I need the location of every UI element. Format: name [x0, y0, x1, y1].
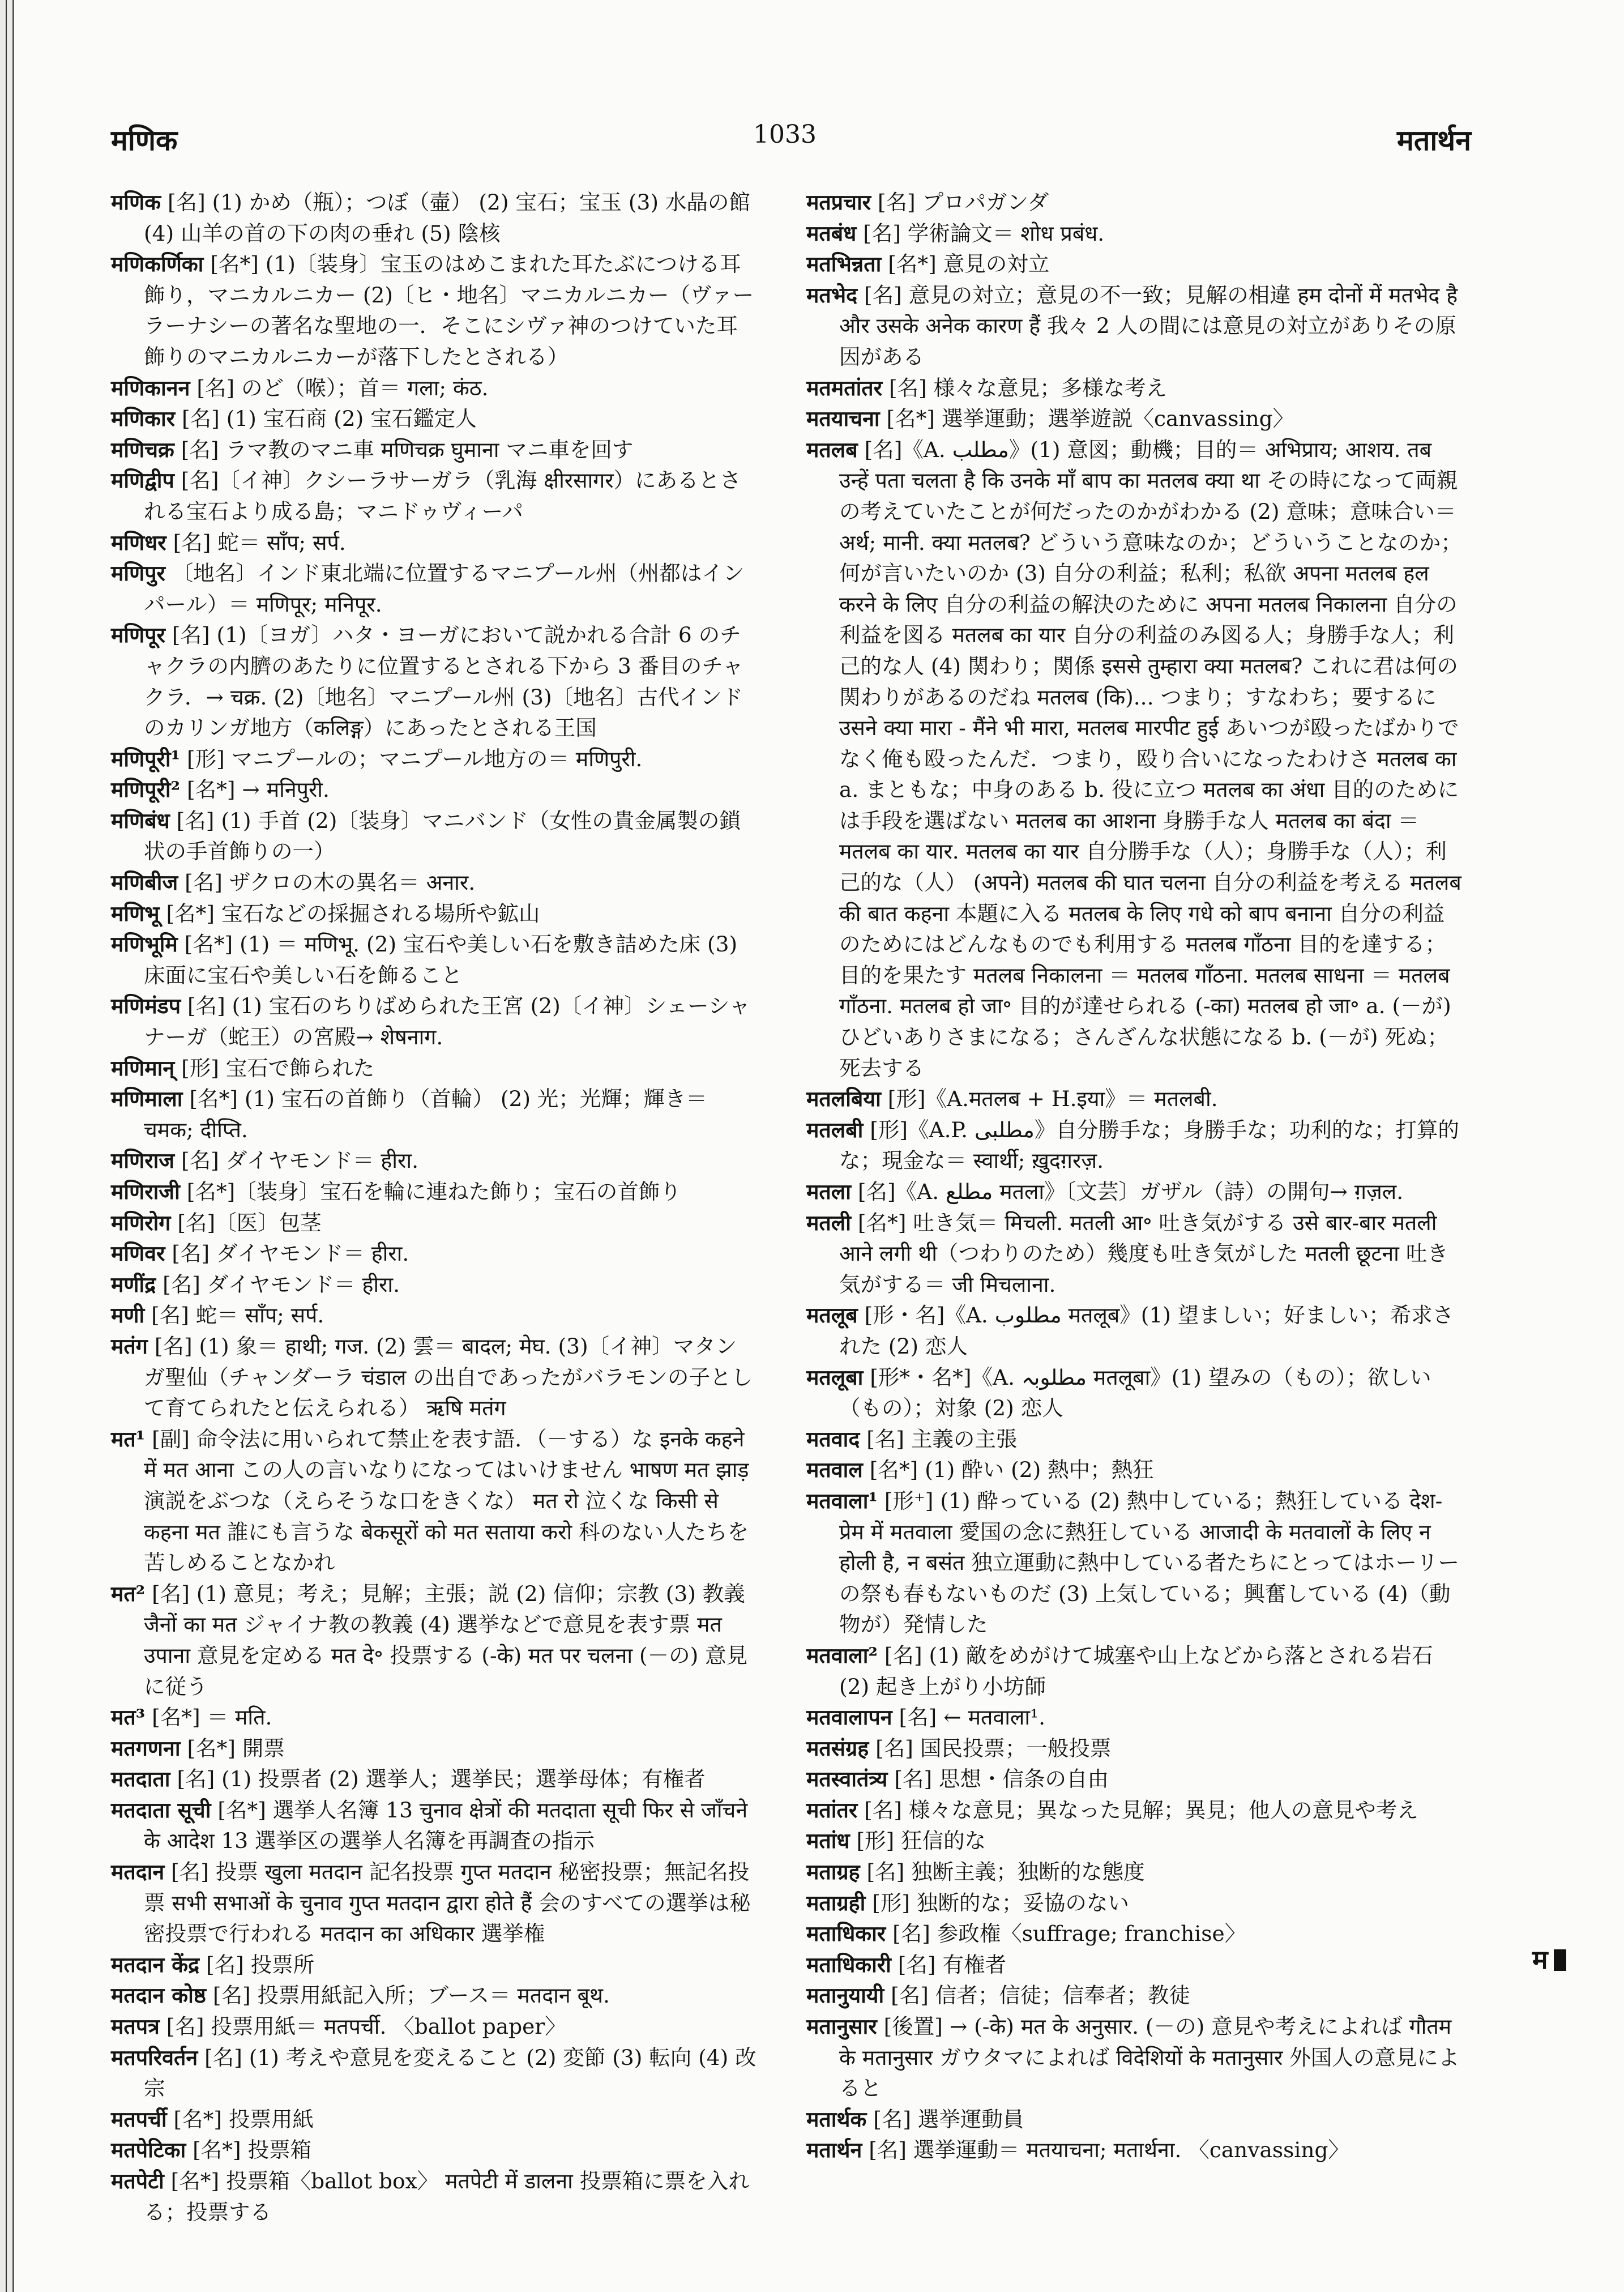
dictionary-entry — [806, 2135, 1463, 2166]
entry-headword: मणी — [111, 1303, 145, 1328]
entry-headword: मतला — [806, 1179, 851, 1204]
entry-definition: [形]《A.मतलब + H.इया》＝ मतलबी. — [887, 1086, 1218, 1112]
dictionary-entry — [806, 2104, 1463, 2135]
dictionary-entry — [111, 744, 757, 775]
dictionary-entry — [806, 1764, 1463, 1795]
entry-headword: मणिमाला — [111, 1086, 183, 1112]
dictionary-entry — [806, 1702, 1463, 1733]
dictionary-entry — [111, 1331, 757, 1424]
entry-definition: [名] 蛇＝ साँप; सर्प. — [151, 1303, 324, 1328]
dictionary-entry — [806, 1300, 1463, 1361]
entry-headword: मतवाला¹ — [806, 1488, 878, 1513]
entry-definition: [名] 選挙運動員 — [873, 2106, 1024, 2132]
entry-definition: [名*] 選挙人名簿 13 चुनाव क्षेत्रों की मतदाता सूची फिर से जाँचने के आदेश 13 選挙区の選挙人名簿を再調査の指示 — [144, 1797, 748, 1854]
dictionary-entry — [806, 1454, 1463, 1486]
dictionary-entry — [111, 1424, 757, 1578]
entry-definition: [形] 独断的な；妥協のない — [872, 1890, 1129, 1915]
entry-definition: [名] ザクロの木の異名＝ अनार. — [185, 870, 476, 895]
entry-headword: मणिपूर — [111, 622, 165, 648]
entry-definition: [名] (1) 象＝ हाथी; गज. (2) 雲＝ बादल; मेघ. (3)〔イ神〕マタンガ聖仙（チャンダーラ चंडाल の出自であったがバラモンの子として育てられたと伝えられる） ऋषि मतंग — [144, 1333, 753, 1421]
dictionary-entry — [806, 280, 1463, 373]
dictionary-entry — [111, 620, 757, 743]
entry-definition: [名] 選挙運動＝ मतयाचना; मतार्थना. 〈canvassing〉 — [869, 2137, 1350, 2163]
dictionary-entry — [111, 929, 757, 991]
dictionary-entry — [111, 434, 757, 466]
entry-definition: [後置] → (-के) मत के अनुसार. (－の) 意見や考えによれば गौतम के मतानुसार ガウタマによれば विदेशियों के मतानुसार 外国人の意見によると — [839, 2014, 1460, 2101]
entry-definition: [名] ダイヤモンド＝ हीरा. — [163, 1271, 400, 1297]
dictionary-entry — [806, 1918, 1463, 1949]
entry-definition: [名] 国民投票；一般投票 — [875, 1735, 1112, 1761]
entry-headword: मणिबंध — [111, 808, 170, 833]
entry-headword: मणिभू — [111, 900, 160, 926]
entry-headword: मतपत्र — [111, 2014, 160, 2039]
dictionary-entry — [806, 1207, 1463, 1300]
entry-headword: मतभेद — [806, 282, 858, 308]
thumb-index-letter: म — [1532, 1944, 1548, 1975]
thumb-index-marker — [1554, 1949, 1566, 1971]
dictionary-entry — [111, 1578, 757, 1702]
dictionary-entry — [111, 1083, 757, 1145]
entry-definition: [名] (1) 敵をめがけて城塞や山上などから落とされる岩石 (2) 起き上がり小坊師 — [839, 1642, 1433, 1699]
entry-headword: मणिकर्णिका — [111, 251, 204, 277]
entry-headword: मणिपूरी¹ — [111, 746, 181, 771]
dictionary-entry — [111, 1733, 757, 1764]
entry-definition: [名] (1) 意見；考え；見解；主張；説 (2) 信仰；宗教 (3) 教義 जैनों का मत ジャイナ教の教義 (4) 選挙などで意見を表す票 मत उपाना 意見を定める मत दे॰ 投票する (-के) मत पर चलना (－の) 意見に従う — [144, 1581, 748, 1699]
entry-definition: [名]〔医〕包茎 — [177, 1210, 322, 1235]
entry-headword: मणिपूरी² — [111, 777, 181, 803]
entry-definition: [形] マニプールの；マニプール地方の＝ मणिपुरी. — [186, 746, 643, 771]
dictionary-entry — [806, 1825, 1463, 1856]
dictionary-entry — [806, 1115, 1463, 1176]
entry-definition: [名] 投票所 — [206, 1952, 315, 1977]
entry-headword: मणिवर — [111, 1241, 165, 1266]
dictionary-entry — [111, 249, 757, 372]
entry-definition: [名] 蛇＝ साँप; सर्प. — [173, 530, 346, 555]
entry-headword: मतार्थन — [806, 2137, 862, 2163]
dictionary-entry — [111, 2135, 757, 2166]
dictionary-entry — [111, 1702, 757, 1733]
entry-headword: मणिपुर — [111, 561, 165, 586]
entry-definition: [名] 主義の主張 — [866, 1426, 1018, 1452]
entry-headword: मतानुसार — [806, 2014, 877, 2039]
entry-definition: [名] プロパガンダ — [877, 190, 1049, 215]
dictionary-entry — [806, 1640, 1463, 1702]
dictionary-entry — [806, 1176, 1463, 1207]
thumb-index-tab — [1532, 1941, 1566, 1977]
entry-headword: मतलूब — [806, 1303, 858, 1328]
dictionary-entry — [806, 1083, 1463, 1115]
dictionary-entry — [111, 1795, 757, 1856]
dictionary-entry — [806, 373, 1463, 404]
entry-headword: मणिराजी — [111, 1179, 180, 1204]
dictionary-entry — [111, 1949, 757, 1981]
entry-definition: [形⁺] (1) 酔っている (2) 熱中している；熱狂している देश-प्रेम में मतवाला 愛国の念に熱狂している आजादी के मतवालों के लिए न होली है, न बसंत 独立運動に熱中している者たちにとってはホーリーの祭も春もないものだ (3) 上気している；興奮している (4)（動物が）発情した — [839, 1488, 1459, 1637]
dictionary-entry — [111, 805, 757, 867]
dictionary-entry — [806, 249, 1463, 280]
left-column — [111, 187, 757, 2227]
entry-headword: मताग्रही — [806, 1890, 866, 1915]
entry-headword: मतवाला² — [806, 1642, 878, 1668]
dictionary-entry — [111, 187, 757, 249]
entry-definition: [名]〔イ神〕クシーラサーガラ（乳海 क्षीरसागर）にあるとされる宝石より成る島；マニドゥヴィーパ — [144, 468, 741, 524]
entry-headword: मत¹ — [111, 1426, 146, 1452]
entry-definition: [名*] 意見の対立 — [888, 251, 1050, 277]
entry-definition: [名] 様々な意見；多様な考え — [888, 375, 1168, 400]
entry-headword: मतस्वातंत्र्य — [806, 1766, 888, 1792]
dictionary-entry — [111, 1856, 757, 1949]
entry-definition: [名] 意見の対立；意見の不一致；見解の相違 हम दोनों में मतभेद है और उसके अनेक कारण हैं 我々 2 人の間には意見の対立がありその原因がある — [839, 282, 1458, 369]
entry-headword: मणिभूमि — [111, 932, 178, 957]
entry-definition: [名*] 開票 — [187, 1735, 285, 1761]
dictionary-entry — [111, 1764, 757, 1795]
entry-headword: मताधिकार — [806, 1921, 886, 1947]
entry-definition: [名] 独断主義；独断的な態度 — [866, 1859, 1145, 1885]
binding-line — [6, 0, 7, 2292]
right-guide-word: मतार्थन — [1396, 123, 1471, 157]
entry-definition: [形]《A.P. مطلبی》自分勝手な；身勝手な；功利的な；打算的な；現金な＝ स्वार्थी; ख़ुदग़रज़. — [839, 1117, 1459, 1173]
entry-headword: मणिमंडप — [111, 993, 181, 1019]
entry-definition: [名] ラマ教のマニ車 मणिचक्र घुमाना マニ車を回す — [181, 437, 634, 462]
entry-definition: [名*] (1) 宝石の首飾り（首輪） (2) 光；光輝；輝き＝ चमक; दीप्ति. — [144, 1086, 707, 1142]
dictionary-entry — [806, 403, 1463, 434]
entry-definition: [名] 学術論文＝ शोध प्रबंध. — [863, 220, 1105, 246]
entry-definition: [名] 投票 खुला मतदान 記名投票 गुप्त मतदान 秘密投票；無記名投票 सभी सभाओं के चुनाव गुप्त मतदान द्वारा होते हैं 会のすべての選挙は秘密投票で行われる मतदान का अधिकार 選挙権 — [144, 1859, 751, 1947]
entry-definition: [名*]〔装身〕宝石を輪に連ねた飾り；宝石の首飾り — [186, 1179, 681, 1204]
dictionary-entry — [111, 527, 757, 558]
entry-definition: [名]《A. مطلع मतला》〔文芸〕ガザル（詩）の開句→ ग़ज़ल. — [857, 1179, 1404, 1204]
entry-headword: मतदान — [111, 1859, 165, 1885]
right-column — [806, 187, 1463, 2166]
entry-definition: [形] 狂信的な — [856, 1828, 986, 1854]
dictionary-entry — [111, 403, 757, 434]
entry-headword: मतपेटिका — [111, 2137, 186, 2163]
entry-headword: मतदाता सूची — [111, 1797, 211, 1822]
dictionary-entry — [806, 1980, 1463, 2011]
book-binding-edge — [0, 0, 14, 2292]
entry-headword: मतवाल — [806, 1457, 863, 1483]
entry-definition: [名] 様々な意見；異なった見解；異見；他人の意見や考え — [864, 1797, 1418, 1822]
entry-headword: मतली — [806, 1210, 851, 1235]
entry-headword: मणिराज — [111, 1148, 175, 1173]
entry-headword: मताग्रह — [806, 1859, 860, 1885]
dictionary-entry — [111, 2042, 757, 2104]
entry-headword: मतभिन्नता — [806, 251, 882, 277]
dictionary-entry — [111, 898, 757, 929]
entry-headword: मतलबी — [806, 1117, 864, 1142]
dictionary-entry — [806, 1362, 1463, 1424]
entry-headword: मतदान कोष्ठ — [111, 1983, 206, 2008]
dictionary-entry — [111, 373, 757, 404]
entry-definition: [名] のど（喉）；首＝ गला; कंठ. — [196, 375, 489, 400]
entry-definition: [形・名]《A. مطلوب मतलूब》(1) 望ましい；好ましい；希求された (2) 恋人 — [839, 1303, 1454, 1359]
entry-headword: मतांध — [806, 1828, 850, 1854]
entry-definition: [名*] 吐き気＝ मिचली. मतली आ॰ 吐き気がする उसे बार-बार मतली आने लगी थी（つわりのため）幾度も吐き気がした मतली छूटना 吐き気がする＝ जी मिचलाना. — [839, 1210, 1448, 1297]
entry-definition: [名] 思想・信条の自由 — [894, 1766, 1109, 1792]
dictionary-entry — [806, 434, 1463, 1083]
entry-definition: [名*] 選挙運動；選挙遊説〈canvassing〉 — [886, 406, 1294, 432]
entry-headword: मतलब — [806, 437, 858, 462]
entry-headword: मत² — [111, 1581, 146, 1606]
entry-headword: मतप्रचार — [806, 190, 871, 215]
dictionary-entry — [806, 1949, 1463, 1981]
entry-headword: मतानुयायी — [806, 1983, 884, 2008]
dictionary-entry — [806, 1795, 1463, 1826]
entry-definition: [形] 宝石で飾られた — [181, 1055, 375, 1081]
dictionary-entry — [806, 187, 1463, 218]
entry-definition: [名] (1) 投票者 (2) 選挙人；選挙民；選挙母体；有権者 — [177, 1766, 706, 1792]
dictionary-entry — [111, 2104, 757, 2135]
entry-definition: [名*] (1) ＝ मणिभू. (2) 宝石や美しい石を敷き詰めた床 (3) 床面に宝石や美しい石を飾ること — [144, 932, 738, 988]
entry-headword: मतदाता — [111, 1766, 170, 1792]
page-header — [0, 120, 1624, 157]
entry-definition: [名] 信者；信徒；信奉者；教徒 — [891, 1983, 1190, 2008]
entry-definition: [名] 有権者 — [898, 1952, 1006, 1977]
entry-headword: मणिद्वीप — [111, 468, 174, 493]
dictionary-entry — [111, 774, 757, 805]
entry-definition: [名*] 投票箱〈ballot box〉 मतपेटी में डालना 投票箱に票を入れる；投票する — [144, 2169, 750, 2225]
entry-definition: [名] 投票用紙＝ मतपर्ची. 〈ballot paper〉 — [166, 2014, 566, 2039]
entry-headword: मणिचक्र — [111, 437, 174, 462]
entry-definition: [名] (1) 宝石商 (2) 宝石鑑定人 — [182, 406, 477, 432]
dictionary-entry — [111, 1300, 757, 1331]
entry-headword: मतयाचना — [806, 406, 880, 432]
entry-headword: मणिकार — [111, 406, 176, 432]
entry-headword: मतंग — [111, 1333, 148, 1359]
entry-headword: मणिमान् — [111, 1055, 175, 1081]
dictionary-entry — [111, 558, 757, 620]
entry-headword: मतमतांतर — [806, 375, 883, 400]
entry-headword: मतवाद — [806, 1426, 860, 1452]
entry-definition: [名] (1)〔ヨガ〕ハタ・ヨーガにおいて説かれる合計 6 のチャクラの内臍のあたりに位置するとされる下から 3 番目のチャクラ．→ चक्र. (2)〔地名〕マニプール州 (3)〔地名〕古代インドのカリンガ地方（कलिङ्ग）にあったとされる王国 — [144, 622, 744, 741]
left-guide-word: मणिक — [111, 123, 178, 157]
entry-headword: मणिक — [111, 190, 161, 215]
entry-definition: [形*・名*]《A. مطلوبہ मतलूबा》(1) 望みの（もの）；欲しい（もの）；対象 (2) 恋人 — [839, 1364, 1431, 1421]
entry-headword: मतलबिया — [806, 1086, 881, 1112]
dictionary-entry — [111, 2166, 757, 2227]
entry-headword: मतपरिवर्तन — [111, 2045, 198, 2070]
entry-definition: 〔地名〕インド東北端に位置するマニプール州（州都はインパール）＝ मणिपूर; मनिपूर. — [144, 561, 745, 617]
entry-definition: [名*] (1)〔装身〕宝玉のはめこまれた耳たぶにつける耳飾り，マニカルニカー (2)〔ヒ・地名〕マニカルニカー（ヴァーラーナシーの著名な聖地の一．そこにシヴァ神のつけていた耳飾りのマニカルニカーが落下したとされる） — [144, 251, 754, 369]
entry-headword: मतवालापन — [806, 1705, 892, 1730]
dictionary-entry — [111, 1207, 757, 1239]
dictionary-entry — [111, 1269, 757, 1300]
entry-definition: [名]《A. مطلب》(1) 意図；動機；目的＝ अभिप्राय; आशय. तब उन्हें पता चलता है कि उनके माँ बाप का मतलब क्या था その時になって両親の考えていたことが何だったのかがわかる (2) 意味；意味合い＝ अर्थ; मानी. क्या मतलब? どういう意味なのか；どういうことなのか；何が言いたいのか (3) 自分の利益；私利；私欲 अपना मतलब हल करने के लिए 自分の利益の解決のために अपना मतलब निकालना 自分の利益を図る मतलब का यार 自分の利益のみ図る人；身勝手な人；利己的な人 (4) 関わり；関係 इससे तुम्हारा क्या मतलब? これに君は何の関わりがあるのだね मतलब (कि)... つまり；すなわち；要するに उसने क्या मारा - मैंने भी मारा, मतलब मारपीट हुई あいつが殴ったばかりでなく俺も殴ったんだ．つまり，殴り合いになったわけさ मतलब का a. まともな；中身のある b. 役に立つ मतलब का अंधा 目的のためには手段を選ばない मतलब का आशना 身勝手な人 मतलब का बंदा ＝ मतलब का यार. मतलब का यार 自分勝手な（人）；身勝手な（人）；利己的な（人） (अपने) मतलब की घात चलना 自分の利益を考える मतलब की बात कहना 本題に入る मतलब के लिए गधे को बाप बनाना 自分の利益のためにはどんなものでも利用する मतलब गाँठना 目的を達する；目的を果たす मतलब निकालना ＝ मतलब गाँठना. मतलब साधना ＝ मतलब गाँठना. मतलब हो जा॰ 目的が達せられる (-का) मतलब हो जा॰ a. (－が) ひどいありさまになる；さんざんな状態になる b. (－が) 死ぬ；死去する — [839, 437, 1462, 1081]
entry-headword: मतांतर — [806, 1797, 858, 1822]
entry-definition: [名*] 宝石などの採掘される場所や鉱山 — [166, 900, 540, 926]
entry-definition: [名*] 投票用紙 — [173, 2106, 314, 2132]
entry-headword: मणिरोग — [111, 1210, 171, 1235]
entry-definition: [副] 命令法に用いられて禁止を表す語．（－する）な इनके कहने में मत आना この人の言いなりになってはいけません भाषण मत झाड़ 演説をぶつな（えらそうな口をきくな） मत रो 泣くな किसी से कहना मत 誰にも言うな बेकसूरों को मत सताया करो 科のない人たちを苦しめることなかれ — [144, 1426, 749, 1576]
entry-definition: [名] 参政権〈suffrage; franchise〉 — [892, 1921, 1246, 1947]
entry-headword: मतदान केंद्र — [111, 1952, 200, 1977]
dictionary-entry — [111, 991, 757, 1052]
dictionary-entry — [111, 1980, 757, 2011]
entry-headword: मतगणना — [111, 1735, 181, 1761]
entry-headword: मणिधर — [111, 530, 166, 555]
dictionary-entry — [111, 1053, 757, 1084]
entry-definition: [名] 投票用紙記入所；ブース＝ मतदान बूथ. — [212, 1983, 610, 2008]
dictionary-entry — [806, 1486, 1463, 1640]
dictionary-entry — [111, 2011, 757, 2042]
entry-definition: [名] ダイヤモンド＝ हीरा. — [181, 1148, 418, 1173]
entry-definition: [名] (1) 考えや意見を変えること (2) 変節 (3) 転向 (4) 改宗 — [144, 2045, 757, 2101]
entry-headword: मतलूबा — [806, 1364, 864, 1390]
entry-definition: [名] (1) 手首 (2)〔装身〕マニバンド（女性の貴金属製の鎖状の手首飾りの一） — [144, 808, 741, 864]
entry-headword: मत³ — [111, 1705, 146, 1730]
dictionary-entry — [806, 218, 1463, 249]
entry-definition: [名*] 投票箱 — [193, 2137, 312, 2163]
entry-headword: मतार्थक — [806, 2106, 867, 2132]
dictionary-entry — [111, 465, 757, 527]
page-number: 1033 — [753, 120, 817, 149]
entry-definition: [名] (1) かめ（瓶）；つぼ（壷） (2) 宝石；宝玉 (3) 水晶の館 (4) 山羊の首の下の肉の垂れ (5) 陰核 — [144, 190, 750, 246]
entry-definition: [名*] → मनिपुरी. — [186, 777, 330, 803]
entry-headword: मणिबीज — [111, 870, 178, 895]
dictionary-entry — [806, 1856, 1463, 1888]
dictionary-entry — [806, 1888, 1463, 1919]
dictionary-entry — [111, 1145, 757, 1176]
dictionary-entry — [806, 1424, 1463, 1455]
dictionary-entry — [806, 2011, 1463, 2104]
dictionary-entry — [111, 867, 757, 898]
entry-definition: [名] (1) 宝石のちりばめられた王宮 (2)〔イ神〕シェーシャナーガ（蛇王）の宮殿→ शेषनाग. — [144, 993, 750, 1050]
entry-headword: मणिकानन — [111, 375, 190, 400]
entry-definition: [名] ダイヤモンド＝ हीरा. — [172, 1241, 409, 1266]
entry-headword: मतपेटी — [111, 2169, 164, 2193]
entry-definition: [名] ← मतवाला¹. — [899, 1705, 1046, 1730]
dictionary-entry — [111, 1176, 757, 1207]
dictionary-entry — [111, 1238, 757, 1269]
entry-definition: [名*] ＝ मति. — [152, 1705, 272, 1730]
entry-headword: मतसंग्रह — [806, 1735, 869, 1761]
entry-definition: [名*] (1) 酔い (2) 熱中；熱狂 — [869, 1457, 1154, 1483]
entry-headword: मणींद्र — [111, 1271, 156, 1297]
entry-headword: मतबंध — [806, 220, 857, 246]
dictionary-entry — [806, 1733, 1463, 1764]
entry-headword: मताधिकारी — [806, 1952, 891, 1977]
entry-headword: मतपर्ची — [111, 2106, 167, 2132]
